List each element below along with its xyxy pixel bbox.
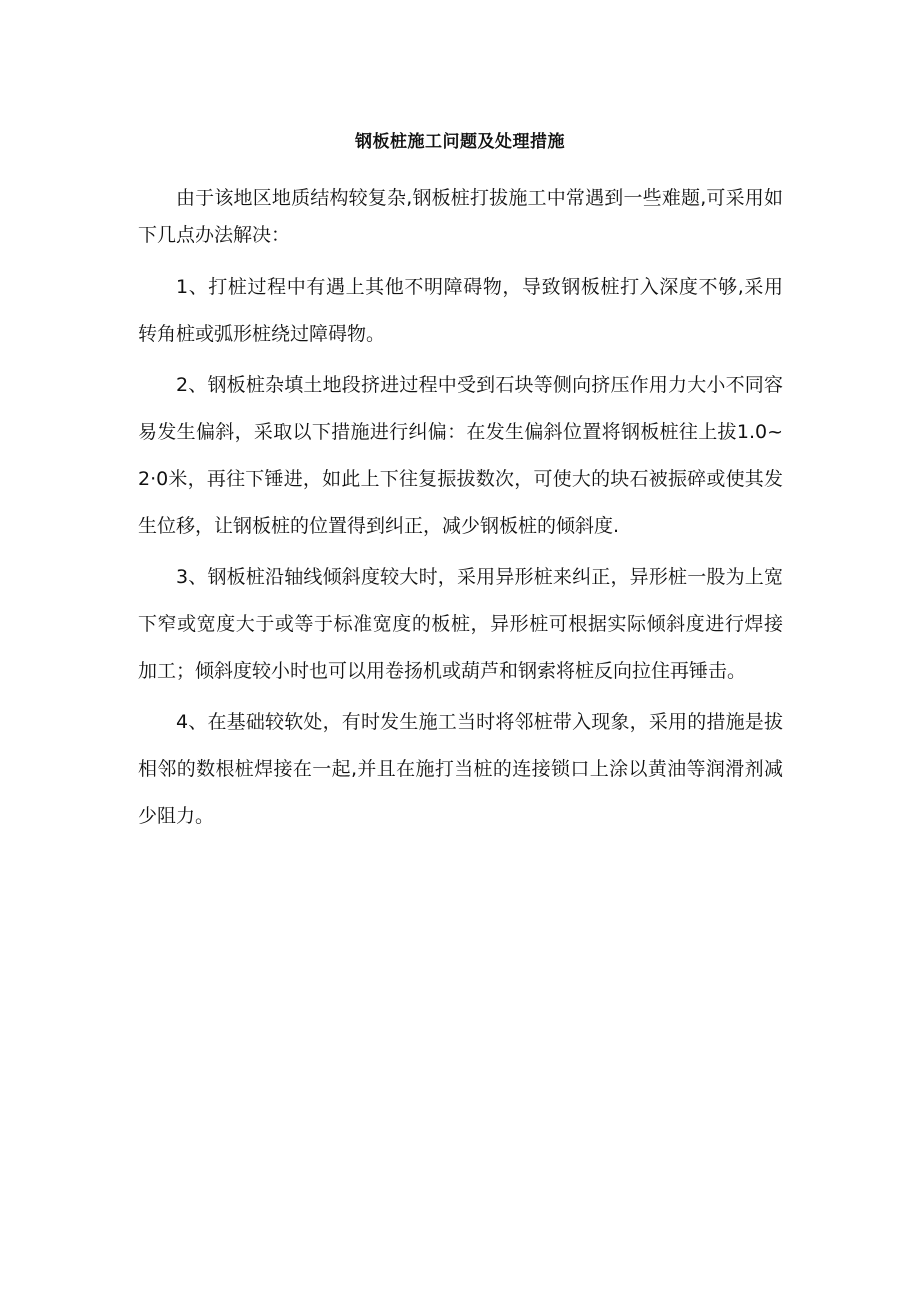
document-body (138, 180, 783, 844)
measure-item-3: 3、钢板桩沿轴线倾斜度较大时，采用异形桩来纠正，异形桩一股为上宽下窄或宽度大于或等于标准宽度的板桩，异形桩可根据实际倾斜度进行焊接加工；倾斜度较小时也可以用卷扬机或葫芦和钢索将桩反向拉住再锤击。 (138, 566, 783, 682)
intro-paragraph: 由于该地区地质结构较复杂,钢板桩打拔施工中常遇到一些难题,可采用如下几点办法解决： (138, 187, 783, 246)
document-title: 钢板桩施工问题及处理措施 (355, 132, 565, 152)
measure-item-4: 4、在基础较软处，有时发生施工当时将邻桩带入现象，采用的措施是拔相邻的数根桩焊接在一起,并且在施打当桩的连接锁口上涂以黄油等润滑剂减少阻力。 (138, 711, 783, 827)
measure-item-1: 1、打桩过程中有遇上其他不明障碍物，导致钢板桩打入深度不够,采用转角桩或弧形桩绕过障碍物。 (138, 276, 783, 345)
measure-item-2: 2、钢板桩杂填土地段挤进过程中受到石块等侧向挤压作用力大小不同容易发生偏斜，采取以下措施进行纠偏：在发生偏斜位置将钢板桩往上拔1.0~2·0米，再往下锤进，如此上下往复振拔数次，可使大的块石被振碎或使其发生位移，让钢板桩的位置得到纠正，减少钢板桩的倾斜度. (138, 374, 783, 537)
